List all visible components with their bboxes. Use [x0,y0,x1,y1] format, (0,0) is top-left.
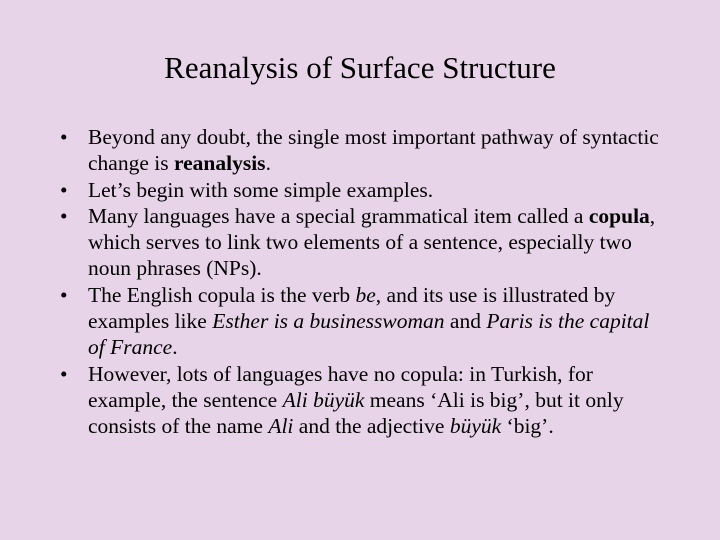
italic-term: Paris is the capital of France [88,309,650,360]
bold-term: reanalysis [173,151,266,176]
bullet-item [56,282,666,361]
bullet-text: , and its use is illustrated by examples like [88,282,616,334]
italic-term: be [355,282,376,307]
bullet-text: means ‘Ali is big’, but it only consists of the name [88,387,624,439]
bullet-marker: • [60,125,68,149]
italic-term: Ali büyük [282,387,365,412]
bullet-item [56,361,666,440]
italic-term: Esther is a businesswoman [212,309,445,334]
bullet-text: and [444,309,487,334]
bullet-list [56,124,666,440]
bullet-text: Many languages have a special grammatical item called a [88,203,589,228]
bullet-marker: • [60,177,68,202]
bullet-marker: • [60,361,68,386]
bullet-text: . [172,335,178,360]
bullet-marker: • [60,203,68,228]
italic-term: Ali [268,414,294,439]
bullet-item [56,124,666,177]
bullet-text: and the adjective [293,414,450,439]
bullet-text: Beyond any doubt, the single most important pathway of syntactic change is [88,125,659,176]
bullet-item [56,203,666,282]
bullet-text: . [265,151,271,176]
bold-term: copula [588,203,650,228]
bullet-text: , which serves to link two elements of a sentence, especially two noun phrases (NPs). [88,203,656,281]
italic-term: büyük [449,414,502,439]
bullet-text: Let’s begin with some simple examples. [88,177,434,202]
bullet-marker: • [60,282,68,307]
slide-title: Reanalysis of Surface Structure [164,50,556,85]
bullet-text: ‘big’. [501,414,554,439]
bullet-item [56,177,666,203]
bullet-text: However, lots of languages have no copula: in Turkish, for example, the sentence [88,361,593,412]
bullet-text: The English copula is the verb [88,282,356,307]
